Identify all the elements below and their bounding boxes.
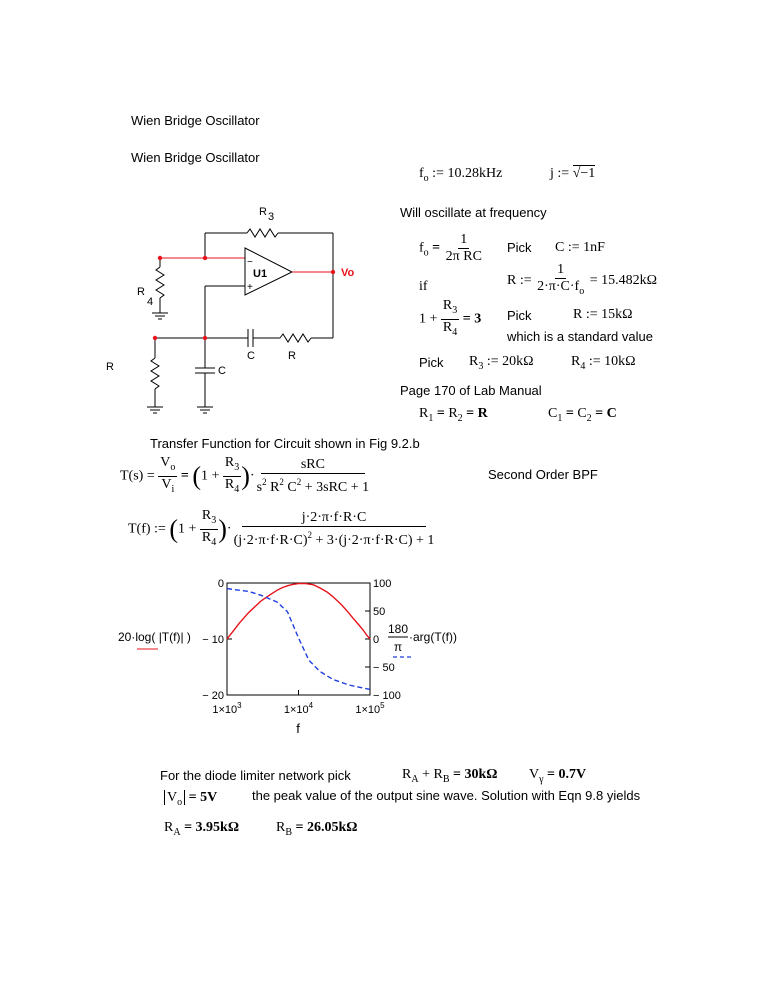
- bpf-note: Second Order BPF: [488, 467, 598, 482]
- svg-text:3: 3: [268, 211, 275, 223]
- right-label-num: 180: [387, 622, 409, 636]
- pick-label-2: Pick: [507, 308, 532, 323]
- r-formula: R := $\frac{1}{2\cdot\pi\cdot C\cdot f_o}$ = 15.482kΩ: [507, 262, 657, 297]
- right-tick-label: 50: [373, 606, 386, 618]
- standard-note: which is a standard value: [507, 329, 653, 344]
- r3-label: R: [259, 206, 267, 218]
- r4-value: $R_4$ := 10kΩ: [571, 354, 636, 372]
- r-series-label: R: [288, 350, 296, 362]
- right-tick-label: − 50: [373, 662, 395, 674]
- right-label-den: π: [393, 640, 403, 654]
- frequency-response-chart: [110, 575, 510, 765]
- fo-formula: $f_o$ = $\frac{1}{\text{2π RC}}$: [419, 232, 482, 264]
- left-tick-label: − 10: [202, 634, 224, 646]
- fo-definition: $f_o$ := 10.28kHz: [419, 166, 503, 184]
- ra-rb-sum: $R_A + R_B = 30k\Omega$: [402, 767, 498, 785]
- tf-equation: T(f) := (1 + $\frac{R_3}{R_4}$ )· $\frac{j\cdot 2\cdot\pi\cdot f\cdot R\cdot C}{(j\cdot 2\cdot\pi\cdot f\cdot R\cdot C)^2 + 3\cdot(j\cdot 2\cdot\pi\cdot f\cdot R\cdot C) + 1}$: [128, 508, 435, 548]
- vo-label: Vo: [341, 267, 355, 279]
- vgamma-value: $V_\gamma = 0.7V$: [529, 767, 587, 785]
- rb-value: $R_B = 26.05k\Omega$: [276, 820, 358, 838]
- c-shunt-label: C: [218, 365, 226, 377]
- left-axis-ticks: [202, 578, 232, 702]
- x-tick-label: $1\times 10^3$: [212, 701, 242, 716]
- j-definition: j := √−1: [550, 166, 596, 181]
- wien-bridge-schematic: [100, 195, 400, 425]
- c-value: C := 1nF: [555, 240, 605, 255]
- r-pick: R := 15kΩ: [573, 307, 633, 322]
- transfer-heading: Transfer Function for Circuit shown in Fig 9.2.b: [150, 436, 420, 451]
- right-tick-label: 100: [373, 578, 392, 590]
- c-series-label: C: [247, 350, 255, 362]
- c-equality: $C_1 = C_2 = C$: [548, 406, 617, 424]
- right-label-fn: ·arg(T(f)): [409, 630, 457, 644]
- x-tick-label: $1\times 10^4$: [283, 701, 314, 716]
- section-heading: Wien Bridge Oscillator: [131, 150, 260, 165]
- x-axis-label: f: [296, 721, 300, 736]
- pick-label-1: Pick: [507, 240, 532, 255]
- vo-peak: $V_o = 5V$: [164, 790, 217, 808]
- page-reference: Page 170 of Lab Manual: [400, 383, 542, 398]
- x-tick-label: $1\times 10^5$: [355, 701, 385, 716]
- ra-value: $R_A = 3.95k\Omega$: [164, 820, 240, 838]
- x-axis-ticks: [212, 690, 385, 716]
- ts-equation: T(s) = $\frac{V_o}{V_i}$ = (1 + $\frac{R_3}{R_4}$ )· $\frac{\text{sRC}}{s^2 R^2 C^2 + 3sRC + 1}$: [120, 455, 370, 495]
- if-label: if: [419, 279, 428, 294]
- limiter-text: For the diode limiter network pick: [160, 768, 351, 783]
- series-line-1: [227, 584, 370, 639]
- right-tick-label: 0: [373, 634, 380, 646]
- peak-note: the peak value of the output sine wave. Solution with Eqn 9.8 yields: [252, 788, 641, 803]
- r3-value: $R_3$ := 20kΩ: [469, 354, 534, 372]
- oscillate-note: Will oscillate at frequency: [400, 205, 547, 220]
- series-layer: [227, 584, 370, 690]
- svg-text:4: 4: [147, 296, 154, 308]
- left-tick-label: − 20: [202, 690, 224, 702]
- page-heading: Wien Bridge Oscillator: [131, 113, 260, 128]
- r-shunt-label: R: [106, 361, 114, 373]
- svg-text:−: −: [247, 257, 253, 268]
- op-amp-label: U1: [253, 268, 268, 280]
- r-equality: $R_1 = R_2 = R$: [419, 406, 488, 424]
- left-axis-label: 20·log( |T(f)| ): [118, 630, 191, 644]
- r4-label: R: [137, 286, 145, 298]
- left-tick-label: 0: [217, 578, 224, 590]
- plot-frame: [227, 583, 370, 695]
- svg-text:+: +: [247, 282, 253, 293]
- series-line-2: [227, 589, 370, 690]
- right-tick-label: − 100: [373, 690, 401, 702]
- pick-label-3: Pick: [419, 355, 444, 370]
- gain-condition: 1 + $\frac{R_3}{R_4}$ = 3: [419, 298, 482, 338]
